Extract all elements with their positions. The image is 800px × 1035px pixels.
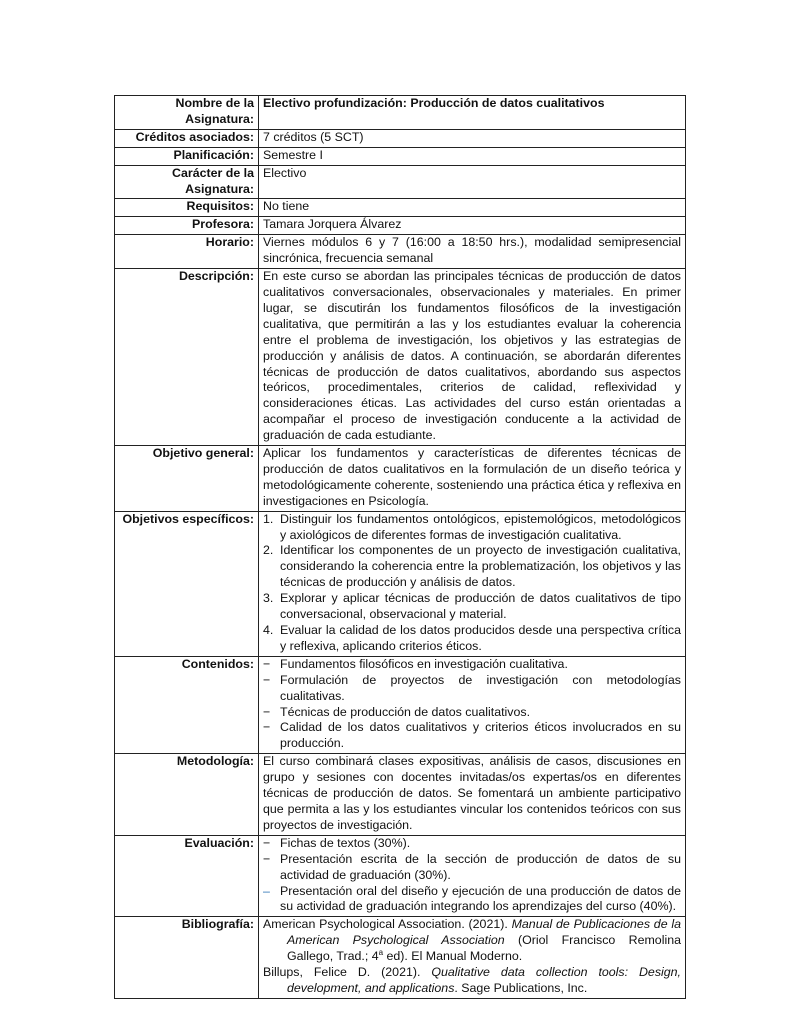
value-bibliografia (259, 917, 686, 999)
label-bibliografia: Bibliografía: (115, 917, 259, 999)
contents-list (263, 657, 681, 752)
value-horario: Viernes módulos 6 y 7 (16:00 a 18:50 hrs.), modalidad semipresencial sincrónica, frecuencia semanal (259, 235, 686, 269)
objective-item: Evaluar la calidad de los datos producidos desde una perspectiva crítica y reflexiva, aplicando criterios éticos. (280, 623, 681, 653)
value-requisitos: No tiene (259, 199, 686, 217)
label-profesora: Profesora: (115, 217, 259, 235)
label-objetivo-general: Objetivo general: (115, 446, 259, 512)
evaluation-text: Presentación oral del diseño y ejecución de una producción de datos de su actividad de graduación integrando los aprendizajes del curso (40%). (280, 883, 681, 914)
row-contenidos (115, 656, 686, 753)
content-item (263, 720, 681, 752)
content-item (263, 673, 681, 705)
evaluation-item (263, 836, 681, 852)
content-item (263, 657, 681, 673)
reference-details: (Oriol Francisco Remolina Gallego, Trad.; 4 (287, 933, 681, 964)
label-metodologia: Metodología: (115, 754, 259, 836)
dash-bullet: − (263, 720, 271, 735)
row-bibliografia (115, 917, 686, 999)
content-item (263, 705, 681, 721)
label-evaluacion: Evaluación: (115, 835, 259, 917)
objective-item: Distinguir los fundamentos ontológicos, epistemológicos, metodológicos y axiológicos de diferentes formas de investigación cualitativa. (280, 511, 681, 542)
evaluation-text: Presentación escrita de la sección de producción de datos de su actividad de graduación (30%). (280, 851, 681, 882)
row-requisitos (115, 199, 686, 217)
objective-item: Explorar y aplicar técnicas de producción de datos cualitativos de tipo conversacional, observacional y material. (280, 591, 681, 622)
row-objetivo-general (115, 446, 686, 512)
row-profesora (115, 217, 686, 235)
label-creditos: Créditos asociados: (115, 129, 259, 147)
evaluation-list (263, 836, 681, 916)
dash-bullet: − (263, 672, 271, 687)
evaluation-text: Fichas de textos (30%). (280, 835, 411, 850)
value-evaluacion (259, 835, 686, 917)
value-caracter: Electivo (259, 165, 686, 199)
syllabus-table (114, 95, 686, 999)
content-text: Formulación de proyectos de investigación con metodologías cualitativas. (280, 672, 681, 703)
reference-superscript: a (378, 948, 384, 957)
value-descripcion: En este curso se abordan las principales técnicas de producción de datos cualitativos conversacionales, observacionales y materiales. En primer lugar, se discutirán los fundamentos filosóficos de la investigación cualitativa, que permitirán a las y los estudiantes evaluar la coherencia entre el problema de investigación, los objetivos y las estrategias de producción y análisis de datos. A continuación, se abordarán diferentes técnicas de producción de datos cualitativos, abordando sus aspectos teóricos, procedimentales, criterios de calidad, reflexividad y consideraciones éticas. Las actividades del curso están orientadas a acompañar el proceso de investigación conducente a la actividad de graduación de cada estudiante. (259, 269, 686, 446)
value-objetivos-especificos (259, 511, 686, 656)
label-requisitos: Requisitos: (115, 199, 259, 217)
row-evaluacion (115, 835, 686, 917)
evaluation-item (263, 852, 681, 884)
reference-author: Billups, Felice D. (2021). (263, 965, 432, 980)
reference-details: . Sage Publications, Inc. (454, 980, 588, 995)
reference-item (263, 917, 681, 965)
reference-item (263, 965, 681, 997)
value-objetivo-general: Aplicar los fundamentos y características de diferentes técnicas de producción de datos cualitativos en la formulación de un diseño teórica y metodológicamente coherente, sosteniendo una práctica ética y reflexiva en investigaciones en Psicología. (259, 446, 686, 512)
label-objetivos-especificos: Objetivos específicos: (115, 511, 259, 656)
evaluation-item (263, 884, 681, 916)
reference-title: Manual de Publicaciones de la American Psychological Association (287, 917, 682, 948)
row-nombre (115, 96, 686, 130)
content-text: Calidad de los datos cualitativos y criterios éticos involucrados en su producción. (280, 720, 681, 751)
label-planificacion: Planificación: (115, 147, 259, 165)
row-metodologia (115, 754, 686, 836)
label-caracter: Carácter de la Asignatura: (115, 165, 259, 199)
content-text: Técnicas de producción de datos cualitativos. (280, 704, 531, 719)
reference-author: American Psychological Association. (2021). (263, 917, 512, 932)
dash-bullet: − (263, 835, 271, 850)
objective-item: Identificar los componentes de un proyecto de investigación cualitativa, considerando la coherencia entre la problematización, los objetivos y las técnicas de producción y análisis de datos. (280, 543, 681, 590)
row-objetivos-especificos (115, 511, 686, 656)
row-planificacion (115, 147, 686, 165)
reference-title: Qualitative data collection tools: Design, development, and applications (287, 965, 681, 995)
dash-bullet: − (263, 704, 271, 719)
value-profesora: Tamara Jorquera Álvarez (259, 217, 686, 235)
label-horario: Horario: (115, 235, 259, 269)
row-horario (115, 235, 686, 269)
dash-bullet: − (263, 656, 271, 671)
row-creditos (115, 129, 686, 147)
label-contenidos: Contenidos: (115, 656, 259, 753)
dash-bullet: − (263, 851, 271, 866)
value-contenidos (259, 656, 686, 753)
value-planificacion: Semestre I (259, 147, 686, 165)
label-descripcion: Descripción: (115, 269, 259, 446)
row-descripcion (115, 269, 686, 446)
value-metodologia: El curso combinará clases expositivas, análisis de casos, discusiones en grupo y sesiones con docentes invitadas/os expertas/os en diferentes técnicas de producción de datos. Se fomentará un ambiente participativo que permita a las y los estudiantes vincular los contenidos teóricos con sus proyectos de investigación. (259, 754, 686, 836)
label-nombre: Nombre de la Asignatura: (115, 96, 259, 130)
row-caracter (115, 165, 686, 199)
objectives-list (263, 512, 681, 655)
reference-publisher: ed). El Manual Moderno. (383, 949, 523, 964)
content-text: Fundamentos filosóficos en investigación cualitativa. (280, 656, 568, 671)
dash-bullet-accent: – (263, 883, 270, 898)
value-creditos: 7 créditos (5 SCT) (259, 129, 686, 147)
value-nombre: Electivo profundización: Producción de datos cualitativos (259, 96, 686, 130)
